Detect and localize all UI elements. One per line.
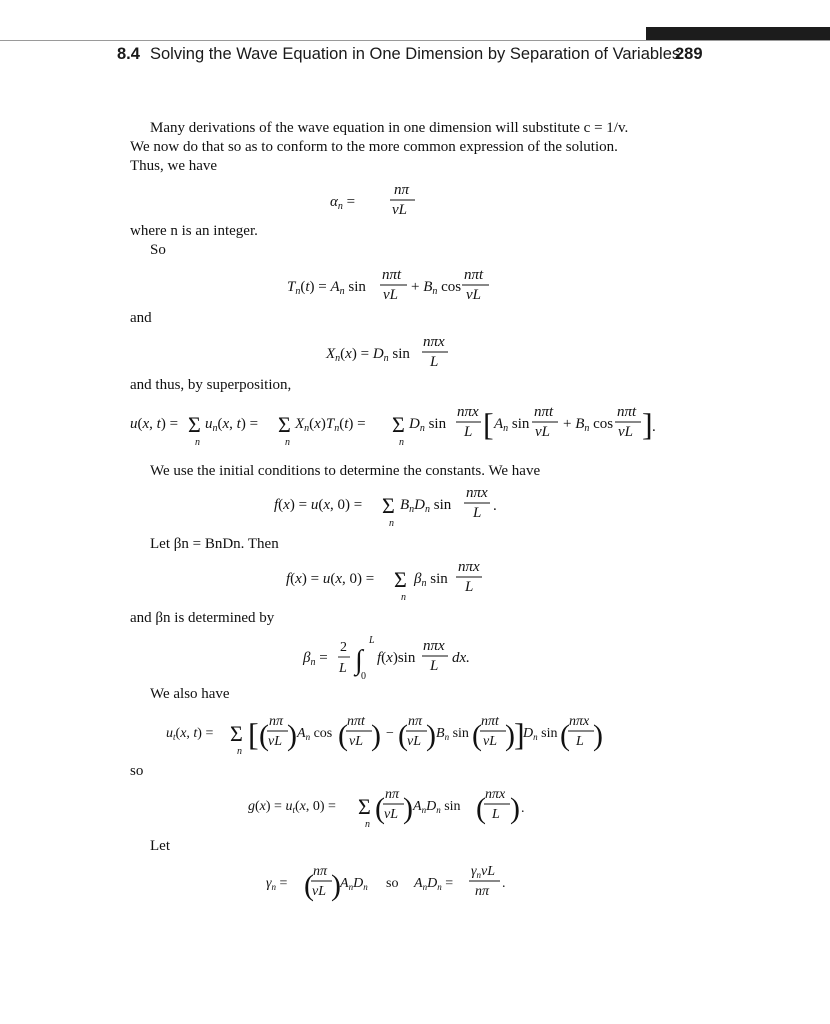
svg-text:nπx: nπx xyxy=(569,714,590,729)
section-title: Solving the Wave Equation in One Dimension by Separation of Variables xyxy=(150,45,681,63)
svg-text:L: L xyxy=(464,424,473,440)
svg-text:(: ( xyxy=(476,792,486,825)
paragraph-line: and xyxy=(130,310,152,326)
paragraph-line: Many derivations of the wave equation in one dimension will substitute c = 1/v. xyxy=(150,120,629,136)
svg-text:Σ: Σ xyxy=(230,721,243,746)
svg-text:vL: vL xyxy=(383,287,398,303)
svg-text:n: n xyxy=(195,437,200,448)
svg-text:(: ( xyxy=(259,719,269,752)
paragraph-line: We now do that so as to conform to the more common expression of the solution. xyxy=(130,139,618,155)
svg-text:): ) xyxy=(403,792,413,825)
paragraph-line: and thus, by superposition, xyxy=(130,377,292,393)
svg-text:nπt: nπt xyxy=(534,404,554,420)
paragraph-line: Let βn = BnDn. Then xyxy=(150,536,279,552)
svg-text:An sin: $A_n$ sin xyxy=(494,416,530,434)
svg-text:BnDn sin: $B_nD_n$ sin xyxy=(400,497,452,515)
svg-text:(: ( xyxy=(472,719,482,752)
equation-f-initial xyxy=(274,485,504,529)
header-tab-bar xyxy=(646,27,830,40)
svg-text:): ) xyxy=(331,869,341,902)
svg-text:nπ: nπ xyxy=(475,884,490,899)
equation-u-superposition-graphic xyxy=(130,403,660,447)
svg-text:Xn(x) = Dn sin: $X_n(x) = D_n$ sin xyxy=(326,346,410,364)
equation-X-n xyxy=(326,334,466,374)
svg-text:nπt: nπt xyxy=(347,714,365,729)
svg-text:vL: vL xyxy=(349,734,363,749)
svg-text:+ Bn cos: + $B_n$ cos xyxy=(411,279,462,297)
svg-text:): ) xyxy=(371,719,381,752)
svg-text:]: ] xyxy=(514,716,525,752)
svg-text:AnDn: $A_nD_n$ xyxy=(340,876,368,892)
svg-text:L: L xyxy=(369,635,375,646)
equation-T-n xyxy=(287,267,507,307)
svg-text:]: ] xyxy=(642,406,653,442)
svg-text:.: . xyxy=(493,498,497,514)
svg-text:f(x) = u(x, 0) =: f(x) = u(x, 0) = xyxy=(286,571,375,587)
svg-text:n: n xyxy=(285,437,290,448)
svg-text:nπx: nπx xyxy=(466,485,488,501)
equation-f-initial-graphic xyxy=(274,486,504,530)
svg-text:n: n xyxy=(237,746,242,757)
svg-text:vL: vL xyxy=(268,734,282,749)
svg-text:Σ: Σ xyxy=(392,412,405,437)
equation-X-n-graphic xyxy=(326,334,466,374)
svg-text:Σ: Σ xyxy=(188,412,201,437)
svg-text:n: n xyxy=(389,518,394,529)
svg-text:AnDn =: $A_nD_n$ = xyxy=(414,876,454,892)
svg-text:): ) xyxy=(287,719,297,752)
svg-text:2: 2 xyxy=(340,640,347,655)
equation-u-t-graphic xyxy=(166,711,606,759)
svg-text:Σ: Σ xyxy=(358,794,371,819)
svg-text:nπt: nπt xyxy=(617,404,637,420)
svg-text:−: − xyxy=(386,726,394,741)
svg-text:An cos: $A_n$ cos xyxy=(297,726,333,742)
equation-gamma-definition xyxy=(266,861,526,901)
svg-text:(: ( xyxy=(560,719,570,752)
svg-text:L: L xyxy=(473,505,482,521)
svg-text:g(x) = ut(x, 0) =: $g(x) = u_t(x$, 0) = xyxy=(248,799,336,815)
equation-u-t xyxy=(166,711,606,757)
svg-text:nπx: nπx xyxy=(458,559,480,575)
paragraph-line: where n is an integer. xyxy=(130,223,258,239)
paragraph-line: We use the initial conditions to determine the constants. We have xyxy=(150,463,541,479)
svg-text:L: L xyxy=(339,661,347,676)
svg-text:.: . xyxy=(521,801,525,816)
svg-text:[: [ xyxy=(483,406,494,442)
svg-text:.: . xyxy=(502,876,506,891)
svg-text:nπx: nπx xyxy=(423,638,445,654)
svg-text:nπx: nπx xyxy=(485,787,506,802)
paragraph-line: So xyxy=(150,242,166,258)
svg-text:(: ( xyxy=(304,869,314,902)
svg-text:Dn sin: $D_n$ sin xyxy=(409,416,447,434)
svg-text:βn sin: $\beta_n$ sin xyxy=(414,571,448,589)
equation-f-beta xyxy=(286,559,486,603)
svg-text:vL: vL xyxy=(483,734,497,749)
svg-text:nπt: nπt xyxy=(382,267,402,283)
svg-text:vL: vL xyxy=(466,287,481,303)
svg-text:vL: vL xyxy=(407,734,421,749)
svg-text:+ Bn cos: + $B_n$ cos xyxy=(563,416,614,434)
svg-text:vL: vL xyxy=(392,202,407,218)
svg-text:L: L xyxy=(576,734,584,749)
svg-text:L: L xyxy=(430,354,439,370)
svg-text:f(x)sin: f(x)sin xyxy=(377,650,416,666)
equation-u-superposition xyxy=(130,403,660,448)
svg-text:∫: ∫ xyxy=(355,645,363,676)
svg-text:Tn(t) = An sin: $T_n(t) = A_n$ sin xyxy=(287,279,366,297)
svg-text:L: L xyxy=(492,807,500,822)
svg-text:n: n xyxy=(365,819,370,830)
paragraph-line: We also have xyxy=(150,686,230,702)
equation-g-initial-graphic xyxy=(248,785,538,833)
paragraph-line: and βn is determined by xyxy=(130,610,275,626)
svg-text:vL: vL xyxy=(384,807,398,822)
header-rule xyxy=(0,40,830,41)
svg-text:): ) xyxy=(505,719,515,752)
svg-text:γnvL: $\gamma_nvL$ xyxy=(471,864,496,880)
svg-text:vL: vL xyxy=(535,424,550,440)
svg-text:): ) xyxy=(510,792,520,825)
svg-text:nπx: nπx xyxy=(457,404,479,420)
svg-text:nπt: nπt xyxy=(481,714,499,729)
equation-beta-integral xyxy=(303,633,483,682)
svg-text:dx.: dx. xyxy=(452,650,470,666)
svg-text:u(x, t) =: u(x, t) = xyxy=(130,416,179,432)
paragraph-line: so xyxy=(130,763,144,779)
svg-text:Σ: Σ xyxy=(382,493,395,518)
svg-text:.: . xyxy=(652,419,656,435)
svg-text:): ) xyxy=(593,719,603,752)
svg-text:f(x) = u(x, 0) =: f(x) = u(x, 0) = xyxy=(274,497,363,513)
section-number: 8.4 xyxy=(117,45,140,63)
svg-text:Σ: Σ xyxy=(394,567,407,592)
equation-gamma-definition-graphic xyxy=(266,861,526,907)
svg-text:(: ( xyxy=(375,792,385,825)
svg-text:Σ: Σ xyxy=(278,412,291,437)
svg-text:): ) xyxy=(426,719,436,752)
equation-beta-integral-graphic xyxy=(303,633,483,682)
svg-text:nπ: nπ xyxy=(394,182,410,198)
svg-text:n: n xyxy=(399,437,404,448)
svg-text:nπ: nπ xyxy=(269,714,284,729)
svg-text:AnDn sin: $A_nD_n$ sin xyxy=(413,799,461,815)
svg-text:L: L xyxy=(430,658,439,674)
svg-text:L: L xyxy=(465,579,474,595)
paragraph-line: Thus, we have xyxy=(130,158,218,174)
svg-text:γn =: $\gamma_n$ = xyxy=(266,876,288,892)
svg-text:n: n xyxy=(401,592,406,603)
svg-text:Dn sin: $D_n$ sin xyxy=(523,726,558,742)
equation-alpha-n xyxy=(330,180,450,220)
svg-text:nπ: nπ xyxy=(385,787,400,802)
paragraph-line: Let xyxy=(150,838,170,854)
svg-text:0: 0 xyxy=(361,671,366,682)
svg-text:nπx: nπx xyxy=(423,334,445,350)
svg-text:nπ: nπ xyxy=(313,864,328,879)
svg-text:nπt: nπt xyxy=(464,267,484,283)
svg-text:ut(x, t) =: $u_t(x$, t) = xyxy=(166,726,214,742)
svg-text:vL: vL xyxy=(312,884,326,899)
equation-alpha-n-graphic xyxy=(330,180,450,220)
svg-text:nπ: nπ xyxy=(408,714,423,729)
svg-text:vL: vL xyxy=(618,424,633,440)
svg-text:un(x, t) =: $u_n(x$, t) = xyxy=(205,416,259,434)
svg-text:[: [ xyxy=(248,716,259,752)
equation-T-n-graphic xyxy=(287,267,507,307)
svg-text:Bn sin: $B_n$ sin xyxy=(436,726,469,742)
svg-text:αn =: $\alpha_n$ = xyxy=(330,194,356,212)
svg-text:βn =: $\beta_n$ = xyxy=(303,650,328,668)
svg-text:(: ( xyxy=(338,719,348,752)
svg-text:so: so xyxy=(386,876,399,891)
page-number: 289 xyxy=(675,45,703,63)
equation-f-beta-graphic xyxy=(286,560,486,604)
svg-text:(: ( xyxy=(398,719,408,752)
svg-text:Xn(x)Tn(t) =: $X_n(x)T_n(t)$ = xyxy=(295,416,366,434)
equation-g-initial xyxy=(248,785,538,830)
